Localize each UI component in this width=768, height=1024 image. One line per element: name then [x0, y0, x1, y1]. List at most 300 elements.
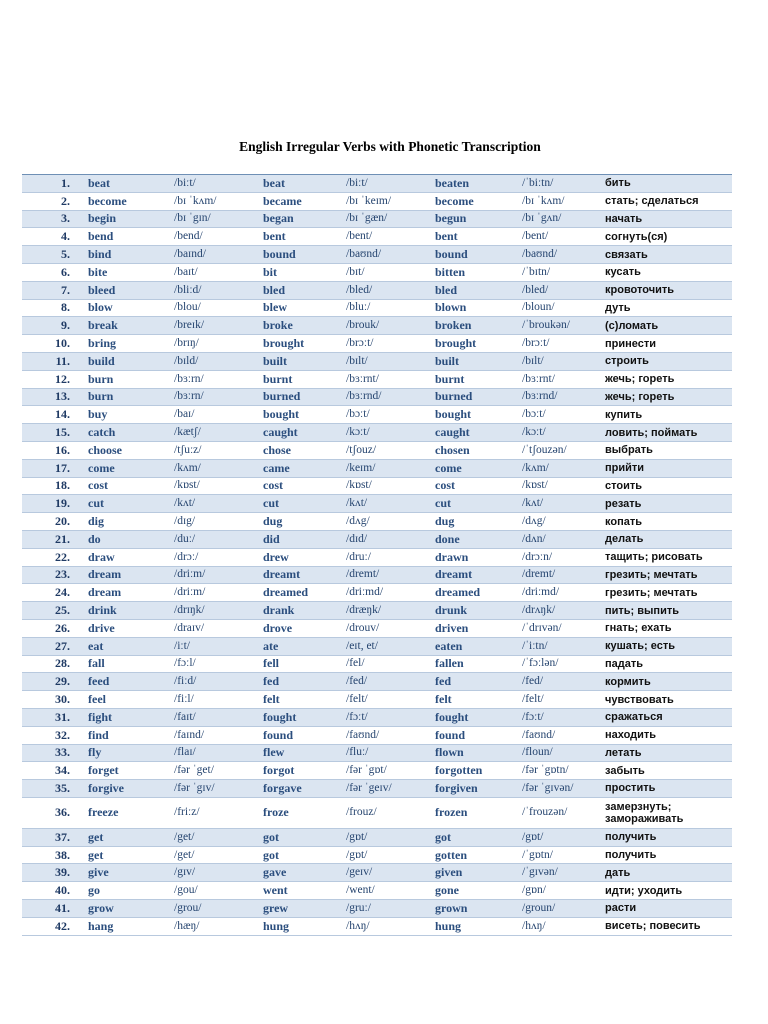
row-number: 3.: [22, 210, 80, 228]
past-simple-transcription: /fɔːt/: [341, 708, 427, 726]
base-form: bite: [80, 263, 169, 281]
base-form: beat: [80, 175, 169, 193]
past-participle-transcription: /groun/: [517, 900, 601, 918]
table-row: [22, 691, 732, 709]
past-simple-transcription: /bɔːt/: [341, 406, 427, 424]
row-number: 36.: [22, 797, 80, 828]
base-form-transcription: /blou/: [169, 299, 255, 317]
past-simple-transcription: /bluː/: [341, 299, 427, 317]
base-form: eat: [80, 637, 169, 655]
row-number: 7.: [22, 281, 80, 299]
row-number: 5.: [22, 246, 80, 264]
table-row: [22, 882, 732, 900]
base-form-transcription: /fər ˈget/: [169, 762, 255, 780]
table-row: [22, 441, 732, 459]
table-row: [22, 192, 732, 210]
row-number: 24.: [22, 584, 80, 602]
past-participle-transcription: /faʊnd/: [517, 726, 601, 744]
base-form-transcription: /tʃuːz/: [169, 441, 255, 459]
base-form: bring: [80, 335, 169, 353]
past-participle-transcription: /bɔːt/: [517, 406, 601, 424]
table-row: [22, 263, 732, 281]
table-row: [22, 584, 732, 602]
row-number: 32.: [22, 726, 80, 744]
base-form: grow: [80, 900, 169, 918]
russian-translation: замерзнуть; замораживать: [601, 797, 732, 828]
past-participle-transcription: /kʌt/: [517, 495, 601, 513]
past-participle: burned: [427, 388, 517, 406]
table-row: [22, 513, 732, 531]
row-number: 12.: [22, 370, 80, 388]
row-number: 27.: [22, 637, 80, 655]
past-simple: got: [255, 828, 341, 846]
past-participle-transcription: /bɪ ˈkʌm/: [517, 192, 601, 210]
past-participle-transcription: /ˈgɪvən/: [517, 864, 601, 882]
past-simple: dreamt: [255, 566, 341, 584]
row-number: 26.: [22, 619, 80, 637]
row-number: 1.: [22, 175, 80, 193]
base-form: dream: [80, 566, 169, 584]
past-participle-transcription: /ˈfɔːlən/: [517, 655, 601, 673]
past-simple-transcription: /fed/: [341, 673, 427, 691]
past-participle-transcription: /gɒn/: [517, 882, 601, 900]
past-participle: built: [427, 352, 517, 370]
past-participle-transcription: /ˈgɒtn/: [517, 846, 601, 864]
russian-translation: выбрать: [601, 441, 732, 459]
row-number: 34.: [22, 762, 80, 780]
table-row: [22, 246, 732, 264]
base-form-transcription: /gou/: [169, 882, 255, 900]
past-simple-transcription: /kɔːt/: [341, 424, 427, 442]
past-simple-transcription: /druː/: [341, 548, 427, 566]
row-number: 8.: [22, 299, 80, 317]
past-participle: cut: [427, 495, 517, 513]
past-simple: caught: [255, 424, 341, 442]
base-form: draw: [80, 548, 169, 566]
russian-translation: бить: [601, 175, 732, 193]
base-form: bind: [80, 246, 169, 264]
past-simple-transcription: /fluː/: [341, 744, 427, 762]
row-number: 37.: [22, 828, 80, 846]
irregular-verbs-table: [22, 174, 732, 936]
past-simple-transcription: /bled/: [341, 281, 427, 299]
past-simple-transcription: /eɪt, et/: [341, 637, 427, 655]
past-simple-transcription: /brouk/: [341, 317, 427, 335]
base-form-transcription: /fər ˈgɪv/: [169, 780, 255, 798]
past-simple: felt: [255, 691, 341, 709]
past-participle-transcription: /drɔːn/: [517, 548, 601, 566]
past-participle: eaten: [427, 637, 517, 655]
past-participle-transcription: /fɔːt/: [517, 708, 601, 726]
russian-translation: грезить; мечтать: [601, 566, 732, 584]
past-participle: drunk: [427, 602, 517, 620]
past-participle: drawn: [427, 548, 517, 566]
past-simple: fought: [255, 708, 341, 726]
base-form-transcription: /get/: [169, 846, 255, 864]
past-participle: burnt: [427, 370, 517, 388]
table-row: [22, 495, 732, 513]
past-participle: bitten: [427, 263, 517, 281]
past-participle: blown: [427, 299, 517, 317]
past-simple-transcription: /hʌŋ/: [341, 917, 427, 935]
past-simple-transcription: /bɪ ˈkeɪm/: [341, 192, 427, 210]
row-number: 18.: [22, 477, 80, 495]
past-simple: chose: [255, 441, 341, 459]
past-participle-transcription: /ˈiːtn/: [517, 637, 601, 655]
past-participle-transcription: /ˈbɪtn/: [517, 263, 601, 281]
past-simple: broke: [255, 317, 341, 335]
past-participle: come: [427, 459, 517, 477]
past-simple-transcription: /tʃouz/: [341, 441, 427, 459]
past-participle-transcription: /kɒst/: [517, 477, 601, 495]
row-number: 25.: [22, 602, 80, 620]
past-simple-transcription: /fər ˈgeɪv/: [341, 780, 427, 798]
table-row: [22, 864, 732, 882]
past-participle: become: [427, 192, 517, 210]
row-number: 20.: [22, 513, 80, 531]
past-simple: came: [255, 459, 341, 477]
russian-translation: летать: [601, 744, 732, 762]
past-participle: found: [427, 726, 517, 744]
russian-translation: кормить: [601, 673, 732, 691]
table-row: [22, 566, 732, 584]
russian-translation: идти; уходить: [601, 882, 732, 900]
table-row: [22, 299, 732, 317]
row-number: 28.: [22, 655, 80, 673]
base-form-transcription: /grou/: [169, 900, 255, 918]
base-form: forgive: [80, 780, 169, 798]
table-row: [22, 655, 732, 673]
past-simple: hung: [255, 917, 341, 935]
row-number: 16.: [22, 441, 80, 459]
base-form: burn: [80, 388, 169, 406]
past-simple-transcription: /dʌg/: [341, 513, 427, 531]
past-participle: gotten: [427, 846, 517, 864]
base-form-transcription: /kɒst/: [169, 477, 255, 495]
row-number: 17.: [22, 459, 80, 477]
base-form-transcription: /draɪv/: [169, 619, 255, 637]
past-simple: got: [255, 846, 341, 864]
past-simple: brought: [255, 335, 341, 353]
past-simple: froze: [255, 797, 341, 828]
past-simple: found: [255, 726, 341, 744]
table-row: [22, 459, 732, 477]
base-form: fight: [80, 708, 169, 726]
past-participle-transcription: /bled/: [517, 281, 601, 299]
past-simple-transcription: /went/: [341, 882, 427, 900]
past-simple-transcription: /biːt/: [341, 175, 427, 193]
past-participle-transcription: /kʌm/: [517, 459, 601, 477]
base-form: freeze: [80, 797, 169, 828]
row-number: 40.: [22, 882, 80, 900]
past-simple-transcription: /felt/: [341, 691, 427, 709]
table-row: [22, 175, 732, 193]
russian-translation: кушать; есть: [601, 637, 732, 655]
past-simple-transcription: /keɪm/: [341, 459, 427, 477]
table-row: [22, 388, 732, 406]
past-participle: bought: [427, 406, 517, 424]
base-form-transcription: /bɪld/: [169, 352, 255, 370]
russian-translation: дать: [601, 864, 732, 882]
base-form: forget: [80, 762, 169, 780]
past-participle-transcription: /bent/: [517, 228, 601, 246]
table-row: [22, 424, 732, 442]
past-participle-transcription: /bɪ ˈgʌn/: [517, 210, 601, 228]
past-simple-transcription: /bent/: [341, 228, 427, 246]
past-participle: fed: [427, 673, 517, 691]
past-participle: flown: [427, 744, 517, 762]
base-form-transcription: /get/: [169, 828, 255, 846]
past-simple: drew: [255, 548, 341, 566]
past-participle: begun: [427, 210, 517, 228]
past-participle: driven: [427, 619, 517, 637]
base-form-transcription: /breɪk/: [169, 317, 255, 335]
past-participle-transcription: /ˈbroukən/: [517, 317, 601, 335]
past-simple-transcription: /gɒt/: [341, 846, 427, 864]
base-form-transcription: /bɪ ˈkʌm/: [169, 192, 255, 210]
past-participle: bled: [427, 281, 517, 299]
table-row: [22, 762, 732, 780]
past-simple: ate: [255, 637, 341, 655]
past-simple: burnt: [255, 370, 341, 388]
past-participle-transcription: /bɪlt/: [517, 352, 601, 370]
russian-translation: согнуть(ся): [601, 228, 732, 246]
base-form-transcription: /bɪ ˈgɪn/: [169, 210, 255, 228]
base-form: burn: [80, 370, 169, 388]
base-form-transcription: /kʌm/: [169, 459, 255, 477]
past-participle-transcription: /drʌŋk/: [517, 602, 601, 620]
past-simple-transcription: /kɒst/: [341, 477, 427, 495]
past-participle-transcription: /baʊnd/: [517, 246, 601, 264]
russian-translation: ловить; поймать: [601, 424, 732, 442]
row-number: 4.: [22, 228, 80, 246]
base-form: bend: [80, 228, 169, 246]
past-simple-transcription: /geɪv/: [341, 864, 427, 882]
past-participle-transcription: /driːmd/: [517, 584, 601, 602]
table-row: [22, 917, 732, 935]
russian-translation: принести: [601, 335, 732, 353]
past-participle: beaten: [427, 175, 517, 193]
russian-translation: сражаться: [601, 708, 732, 726]
russian-translation: жечь; гореть: [601, 370, 732, 388]
russian-translation: стать; сделаться: [601, 192, 732, 210]
past-simple: did: [255, 530, 341, 548]
past-participle-transcription: /fed/: [517, 673, 601, 691]
past-participle: got: [427, 828, 517, 846]
base-form-transcription: /dɪg/: [169, 513, 255, 531]
base-form: cut: [80, 495, 169, 513]
base-form-transcription: /drɪŋk/: [169, 602, 255, 620]
row-number: 33.: [22, 744, 80, 762]
past-simple: blew: [255, 299, 341, 317]
table-row: [22, 744, 732, 762]
past-participle-transcription: /felt/: [517, 691, 601, 709]
past-participle-transcription: /brɔːt/: [517, 335, 601, 353]
past-simple-transcription: /drouv/: [341, 619, 427, 637]
base-form: choose: [80, 441, 169, 459]
base-form-transcription: /driːm/: [169, 566, 255, 584]
past-participle: dreamt: [427, 566, 517, 584]
past-simple: went: [255, 882, 341, 900]
russian-translation: дуть: [601, 299, 732, 317]
base-form-transcription: /biːt/: [169, 175, 255, 193]
past-participle-transcription: /ˈfrouzən/: [517, 797, 601, 828]
base-form: feel: [80, 691, 169, 709]
base-form: give: [80, 864, 169, 882]
past-simple-transcription: /gɒt/: [341, 828, 427, 846]
table-row: [22, 828, 732, 846]
past-participle: gone: [427, 882, 517, 900]
base-form-transcription: /fiːd/: [169, 673, 255, 691]
past-participle: chosen: [427, 441, 517, 459]
russian-translation: копать: [601, 513, 732, 531]
past-participle-transcription: /bɜːrnd/: [517, 388, 601, 406]
russian-translation: делать: [601, 530, 732, 548]
past-participle: brought: [427, 335, 517, 353]
past-participle-transcription: /bɜːrnt/: [517, 370, 601, 388]
base-form: become: [80, 192, 169, 210]
russian-translation: расти: [601, 900, 732, 918]
row-number: 13.: [22, 388, 80, 406]
base-form-transcription: /baɪ/: [169, 406, 255, 424]
russian-translation: прийти: [601, 459, 732, 477]
past-simple-transcription: /bɜːrnt/: [341, 370, 427, 388]
row-number: 30.: [22, 691, 80, 709]
past-participle: bound: [427, 246, 517, 264]
past-simple-transcription: /bɪlt/: [341, 352, 427, 370]
base-form-transcription: /hæŋ/: [169, 917, 255, 935]
base-form-transcription: /kʌt/: [169, 495, 255, 513]
row-number: 10.: [22, 335, 80, 353]
past-simple: burned: [255, 388, 341, 406]
past-simple: bit: [255, 263, 341, 281]
russian-translation: получить: [601, 828, 732, 846]
russian-translation: связать: [601, 246, 732, 264]
past-simple: grew: [255, 900, 341, 918]
base-form: get: [80, 828, 169, 846]
base-form: do: [80, 530, 169, 548]
row-number: 31.: [22, 708, 80, 726]
past-simple-transcription: /dremt/: [341, 566, 427, 584]
base-form-transcription: /flaɪ/: [169, 744, 255, 762]
row-number: 42.: [22, 917, 80, 935]
past-simple-transcription: /fel/: [341, 655, 427, 673]
past-simple: began: [255, 210, 341, 228]
past-participle-transcription: /fər ˈgɪvən/: [517, 780, 601, 798]
past-simple-transcription: /dræŋk/: [341, 602, 427, 620]
past-participle-transcription: /dʌn/: [517, 530, 601, 548]
past-simple-transcription: /dɪd/: [341, 530, 427, 548]
past-simple: flew: [255, 744, 341, 762]
russian-translation: забыть: [601, 762, 732, 780]
past-simple-transcription: /gruː/: [341, 900, 427, 918]
russian-translation: купить: [601, 406, 732, 424]
past-simple: became: [255, 192, 341, 210]
base-form-transcription: /drɔː/: [169, 548, 255, 566]
past-simple-transcription: /frouz/: [341, 797, 427, 828]
past-simple: cost: [255, 477, 341, 495]
past-simple: dreamed: [255, 584, 341, 602]
base-form-transcription: /driːm/: [169, 584, 255, 602]
past-simple: cut: [255, 495, 341, 513]
past-simple: bound: [255, 246, 341, 264]
russian-translation: кусать: [601, 263, 732, 281]
table-row: [22, 619, 732, 637]
base-form: drink: [80, 602, 169, 620]
base-form-transcription: /bend/: [169, 228, 255, 246]
base-form: hang: [80, 917, 169, 935]
row-number: 38.: [22, 846, 80, 864]
table-row: [22, 281, 732, 299]
past-participle: caught: [427, 424, 517, 442]
past-simple-transcription: /kʌt/: [341, 495, 427, 513]
past-participle: fallen: [427, 655, 517, 673]
base-form-transcription: /duː/: [169, 530, 255, 548]
past-participle-transcription: /dremt/: [517, 566, 601, 584]
russian-translation: тащить; рисовать: [601, 548, 732, 566]
past-simple: forgot: [255, 762, 341, 780]
past-simple: built: [255, 352, 341, 370]
row-number: 39.: [22, 864, 80, 882]
base-form: build: [80, 352, 169, 370]
base-form-transcription: /baɪnd/: [169, 246, 255, 264]
base-form-transcription: /bɜːrn/: [169, 370, 255, 388]
base-form: dig: [80, 513, 169, 531]
base-form-transcription: /brɪŋ/: [169, 335, 255, 353]
russian-translation: грезить; мечтать: [601, 584, 732, 602]
row-number: 9.: [22, 317, 80, 335]
row-number: 21.: [22, 530, 80, 548]
past-participle: forgotten: [427, 762, 517, 780]
base-form-transcription: /baɪt/: [169, 263, 255, 281]
past-participle: done: [427, 530, 517, 548]
table-row: [22, 352, 732, 370]
past-simple-transcription: /bɪt/: [341, 263, 427, 281]
past-participle: broken: [427, 317, 517, 335]
row-number: 23.: [22, 566, 80, 584]
page-title: English Irregular Verbs with Phonetic Transcription: [239, 139, 541, 154]
past-participle: forgiven: [427, 780, 517, 798]
row-number: 29.: [22, 673, 80, 691]
past-simple: drove: [255, 619, 341, 637]
past-simple-transcription: /fər ˈgɒt/: [341, 762, 427, 780]
russian-translation: жечь; гореть: [601, 388, 732, 406]
past-participle-transcription: /hʌŋ/: [517, 917, 601, 935]
row-number: 35.: [22, 780, 80, 798]
row-number: 19.: [22, 495, 80, 513]
base-form-transcription: /faɪt/: [169, 708, 255, 726]
russian-translation: падать: [601, 655, 732, 673]
table-row: [22, 370, 732, 388]
base-form: blow: [80, 299, 169, 317]
past-participle-transcription: /ˈdrɪvən/: [517, 619, 601, 637]
base-form: go: [80, 882, 169, 900]
table-row: [22, 477, 732, 495]
base-form: feed: [80, 673, 169, 691]
table-row: [22, 797, 732, 828]
past-simple-transcription: /bɪ ˈgæn/: [341, 210, 427, 228]
table-row: [22, 406, 732, 424]
russian-translation: висеть; повесить: [601, 917, 732, 935]
past-simple: fell: [255, 655, 341, 673]
row-number: 11.: [22, 352, 80, 370]
base-form: get: [80, 846, 169, 864]
past-participle: grown: [427, 900, 517, 918]
base-form-transcription: /iːt/: [169, 637, 255, 655]
table-row: [22, 846, 732, 864]
past-participle-transcription: /gɒt/: [517, 828, 601, 846]
table-row: [22, 900, 732, 918]
